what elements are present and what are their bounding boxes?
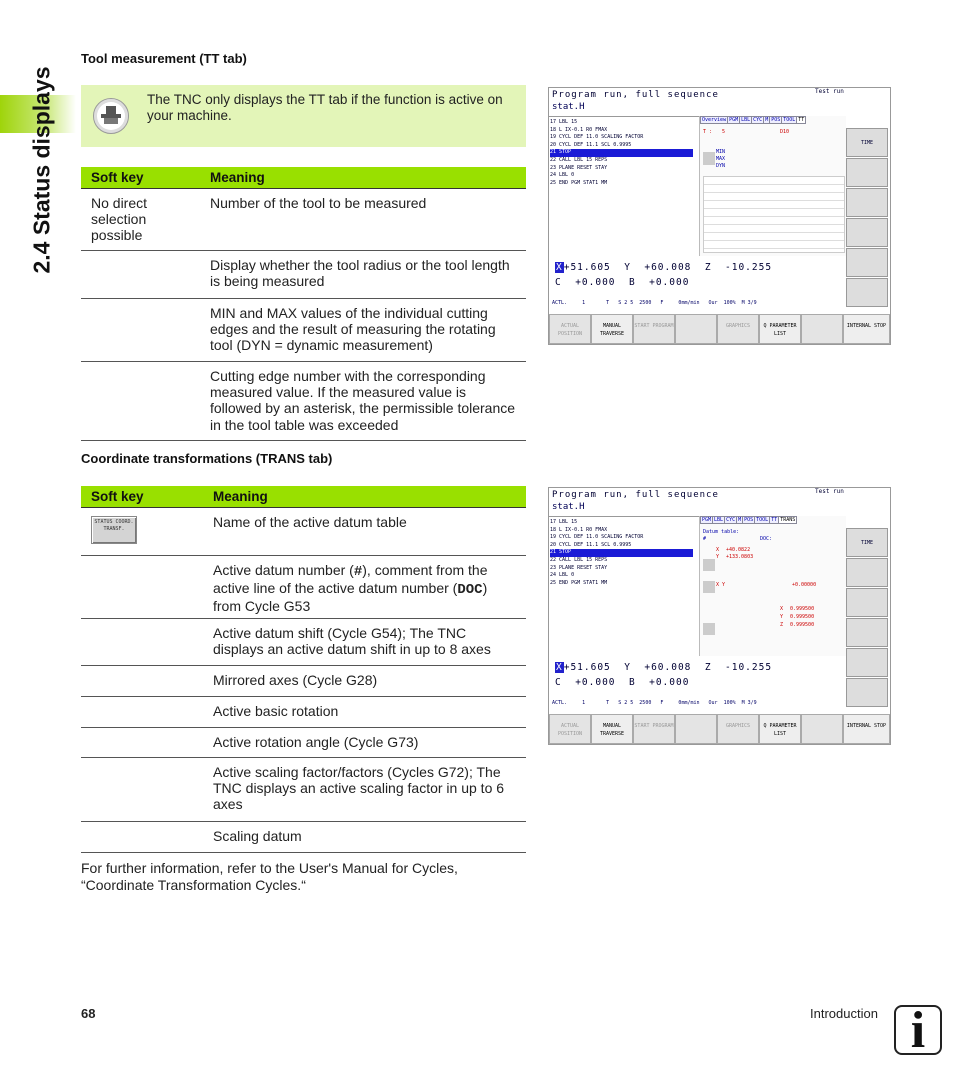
meaning-cell: Number of the tool to be measured: [210, 195, 427, 211]
position-row-2: C +0.000 B +0.000: [555, 277, 690, 288]
page-number: 68: [81, 1006, 96, 1021]
time-softkey[interactable]: TIME: [846, 528, 888, 557]
right-softkey-5[interactable]: [846, 248, 888, 277]
meaning-cell: Scaling datum: [213, 828, 302, 844]
tt-status-panel: Overview PGM LBL CYC M POS TOOL TT T : 5 D10 MIN MAX DYN: [699, 116, 846, 256]
machine-note-icon: [93, 98, 129, 134]
meaning-cell: Display whether the tool radius or the tool length is being measured: [210, 257, 510, 290]
status-tabs: Overview PGM LBL CYC M POS TOOL TT: [702, 117, 805, 123]
col-softkey-header: Soft key: [91, 170, 144, 185]
status-coord-transf-softkey[interactable]: STATUS COORD. TRANSF.: [91, 516, 137, 544]
screen-header: [549, 488, 813, 517]
screen-mode: Test run: [815, 88, 844, 95]
tt-table: [81, 167, 526, 441]
table-row: [81, 758, 526, 822]
tt-section-heading: Tool measurement (TT tab): [81, 51, 247, 66]
table-row: [81, 666, 526, 697]
cutting-edge-grid: [703, 176, 845, 253]
screen-header: [549, 88, 813, 117]
table-row: [81, 508, 526, 556]
right-softkey-3[interactable]: [846, 588, 888, 617]
time-softkey[interactable]: TIME: [846, 128, 888, 157]
trans-section-heading: Coordinate transformations (TRANS tab): [81, 451, 333, 466]
status-line: ACTL. 1 T S 2 5 2500 F 0mm/min Our 100% M 3/9: [552, 700, 757, 706]
screen-file: stat.H: [552, 502, 585, 512]
tt-tab-screenshot: [548, 87, 891, 345]
screen-mode: Test run: [815, 488, 844, 495]
datum-shift-icon: [703, 559, 715, 571]
status-tabs: PGM LBL CYC M POS TOOL TT TRANS: [702, 517, 796, 523]
table-row: [81, 251, 526, 299]
meaning-cell: Mirrored axes (Cycle G28): [213, 672, 378, 688]
meaning-cell: MIN and MAX values of the individual cutting edges and the result of measuring the rotating tool (DYN = dynamic measurement): [210, 305, 496, 354]
col-meaning-header: Meaning: [213, 489, 268, 504]
chapter-side-title: 2.4 Status displays: [28, 66, 55, 274]
scaling-icon: [703, 623, 715, 635]
position-row-1: X+51.605 Y +60.008 Z -10.255: [556, 662, 773, 673]
table-row: [81, 822, 526, 853]
further-info-text: For further information, refer to the User's Manual for Cycles, “Coordinate Transformation Cycles.“: [81, 860, 458, 893]
meaning-cell: Active datum shift (Cycle G54); The TNC displays an active datum shift in up to 8 axes: [213, 625, 491, 658]
bottom-softkey-bar: ACTUAL POSITION MANUAL TRAVERSE START PROGRAM GRAPHICS Q PARAMETER LIST INTERNAL STOP: [549, 714, 890, 744]
screen-title: Program run, full sequence: [552, 90, 719, 100]
info-icon: i: [894, 1005, 942, 1055]
right-softkey-5[interactable]: [846, 648, 888, 677]
status-line: ACTL. 1 T S 2 5 2500 F 0mm/min Our 100% M 3/9: [552, 300, 757, 306]
trans-table: [81, 486, 526, 853]
meaning-cell: Active datum number (#), comment from the active line of the active datum number (DOC) from Cycle G53: [213, 562, 488, 615]
right-softkey-4[interactable]: [846, 218, 888, 247]
right-softkey-3[interactable]: [846, 188, 888, 217]
screen-title: Program run, full sequence: [552, 490, 719, 500]
tool-icon: [703, 152, 715, 165]
note-box: [81, 85, 526, 147]
right-softkey-6[interactable]: [846, 278, 888, 307]
table-header: [81, 486, 526, 508]
table-row: [81, 362, 526, 441]
softkey-cell: No direct selection possible: [91, 195, 148, 244]
meaning-cell: Active rotation angle (Cycle G73): [213, 734, 419, 750]
right-softkey-4[interactable]: [846, 618, 888, 647]
position-row-2: C +0.000 B +0.000: [555, 677, 690, 688]
meaning-cell: Name of the active datum table: [213, 514, 407, 530]
trans-tab-screenshot: [548, 487, 891, 745]
meaning-cell: Cutting edge number with the corresponding measured value. If the measured value is followed by an asterisk, the permissible tolerance in the tool table was exceeded: [210, 368, 516, 433]
program-listing: 17 LBL 15 18 L IX-0.1 R0 FMAX 19 CYCL DEF 11.0 SCALING FACTOR 20 CYCL DEF 11.1 SCL 0.9995 21 STOP 22 CALL LBL 15 REPS 23 PLANE RESET STAY 24 LBL 0 25 END PGM STAT1 MM: [550, 519, 693, 587]
position-row-1: X+51.605 Y +60.008 Z -10.255: [556, 262, 773, 273]
right-softkey-2[interactable]: [846, 158, 888, 187]
mirror-icon: [703, 581, 715, 593]
chapter-name: Introduction: [810, 1006, 878, 1021]
table-header: [81, 167, 526, 189]
table-row: [81, 299, 526, 362]
table-row: [81, 189, 526, 251]
col-meaning-header: Meaning: [210, 170, 265, 185]
col-softkey-header: Soft key: [91, 489, 144, 504]
right-softkey-2[interactable]: [846, 558, 888, 587]
table-row: [81, 697, 526, 728]
bottom-softkey-bar: ACTUAL POSITION MANUAL TRAVERSE START PROGRAM GRAPHICS Q PARAMETER LIST INTERNAL STOP: [549, 314, 890, 344]
screen-file: stat.H: [552, 102, 585, 112]
table-row: [81, 728, 526, 758]
program-listing: 17 LBL 15 18 L IX-0.1 R0 FMAX 19 CYCL DEF 11.0 SCALING FACTOR 20 CYCL DEF 11.1 SCL 0.9995 21 STOP 22 CALL LBL 15 REPS 23 PLANE RESET STAY 24 LBL 0 25 END PGM STAT1 MM: [550, 119, 693, 187]
table-row: [81, 556, 526, 619]
right-softkey-6[interactable]: [846, 678, 888, 707]
meaning-cell: Active scaling factor/factors (Cycles G72); The TNC displays an active scaling factor in up to 6 axes: [213, 764, 505, 813]
meaning-cell: Active basic rotation: [213, 703, 339, 719]
table-row: [81, 619, 526, 666]
trans-status-panel: PGM LBL CYC M POS TOOL TT TRANS Datum table: # DOC: X +40.0822 Y +133.0803 X Y +0.00000 X 0.999500 Y 0.999500 Z 0.999500: [699, 516, 846, 656]
note-text: The TNC only displays the TT tab if the function is active on your machine.: [147, 92, 503, 123]
